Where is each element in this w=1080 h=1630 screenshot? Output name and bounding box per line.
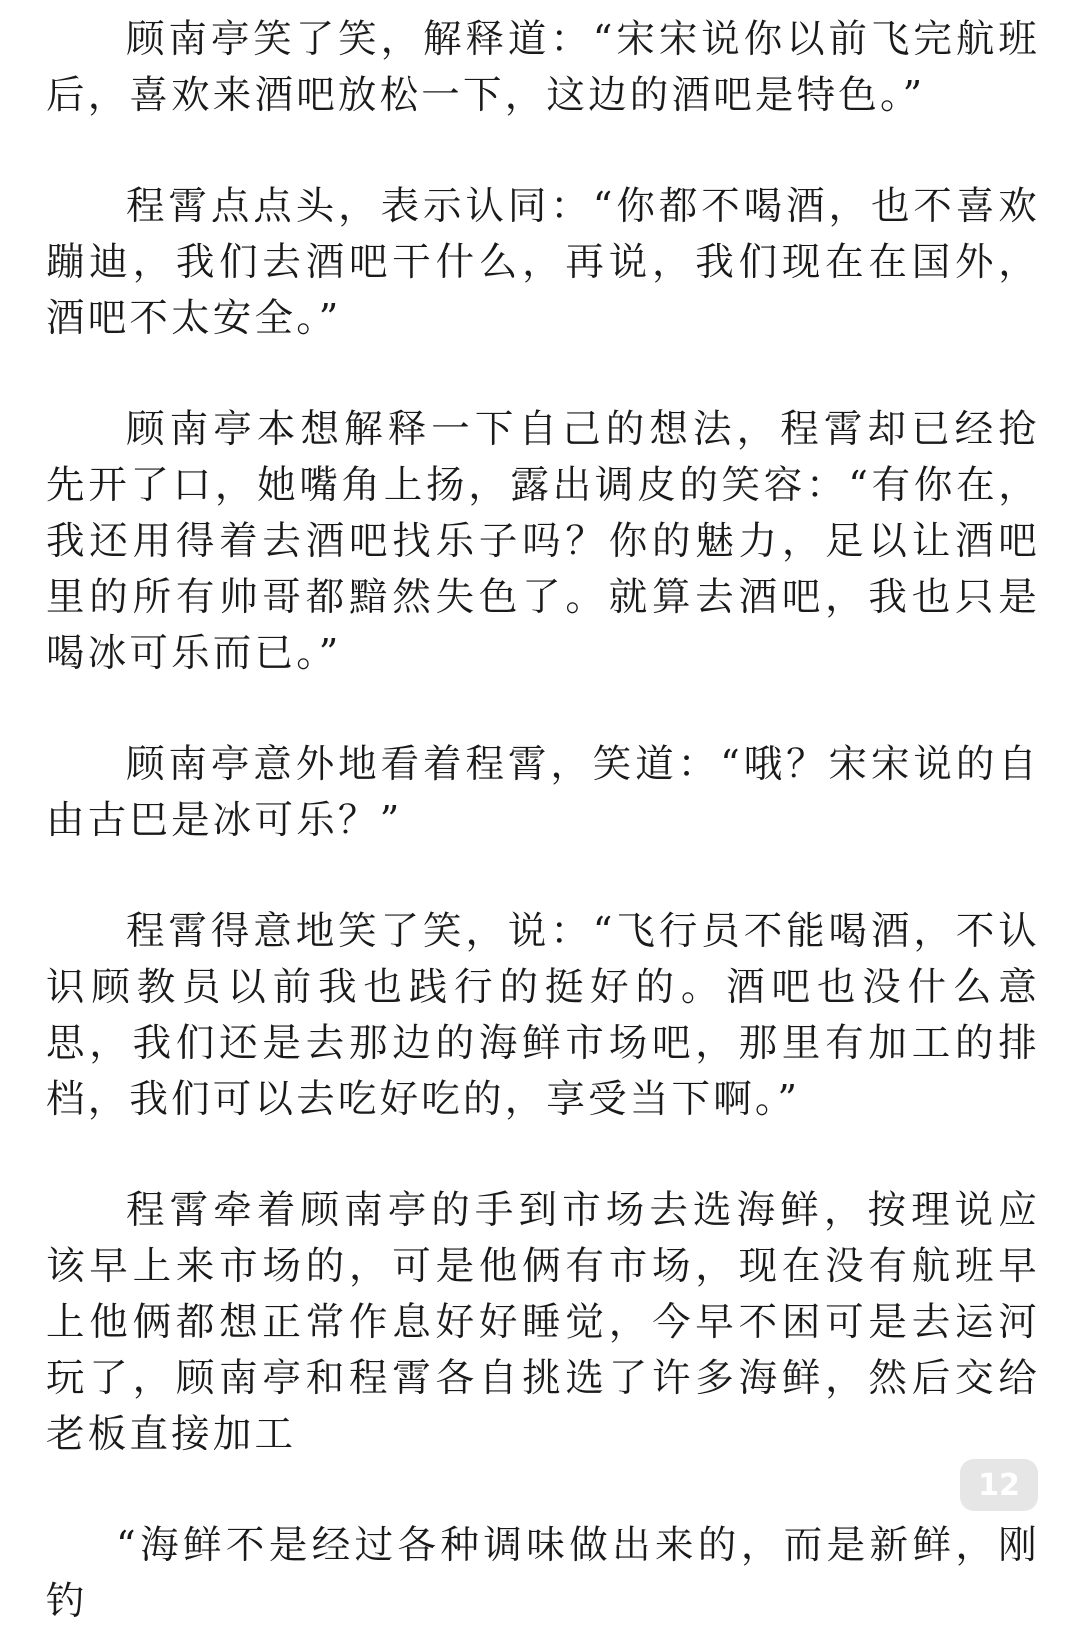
paragraph: 程霄牵着顾南亭的手到市场去选海鲜，按理说应该早上来市场的，可是他俩有市场，现在没有航班早上他俩都想正常作息好好睡觉，今早不困可是去运河玩了，顾南亭和程霄各自挑选了许多海鲜，然后交给老板直接加工 (46, 1188, 1040, 1457)
paragraph: 程霄点点头，表示认同：“你都不喝酒，也不喜欢蹦迪，我们去酒吧干什么，再说，我们现在在国外，酒吧不太安全。” (46, 184, 1040, 341)
paragraph: 顾南亭本想解释一下自己的想法，程霄却已经抢先开了口，她嘴角上扬，露出调皮的笑容：“有你在，我还用得着去酒吧找乐子吗？你的魅力，足以让酒吧里的所有帅哥都黯然失色了。就算去酒吧，我也只是喝冰可乐而已。” (46, 407, 1040, 676)
paragraph: 程霄得意地笑了笑，说：“飞行员不能喝酒，不认识顾教员以前我也践行的挺好的。酒吧也没什么意思，我们还是去那边的海鲜市场吧，那里有加工的排档，我们可以去吃好吃的，享受当下啊。” (46, 909, 1040, 1122)
page-number-badge[interactable] (960, 1459, 1038, 1511)
page-number: 12 (978, 1467, 1020, 1503)
paragraph: “海鲜不是经过各种调味做出来的，而是新鲜，刚钓 (46, 1523, 1040, 1624)
paragraph: 顾南亭意外地看着程霄，笑道：“哦？宋宋说的自由古巴是冰可乐？” (46, 742, 1040, 843)
paragraph: 顾南亭笑了笑，解释道：“宋宋说你以前飞完航班后，喜欢来酒吧放松一下，这边的酒吧是特色。” (46, 17, 1040, 118)
